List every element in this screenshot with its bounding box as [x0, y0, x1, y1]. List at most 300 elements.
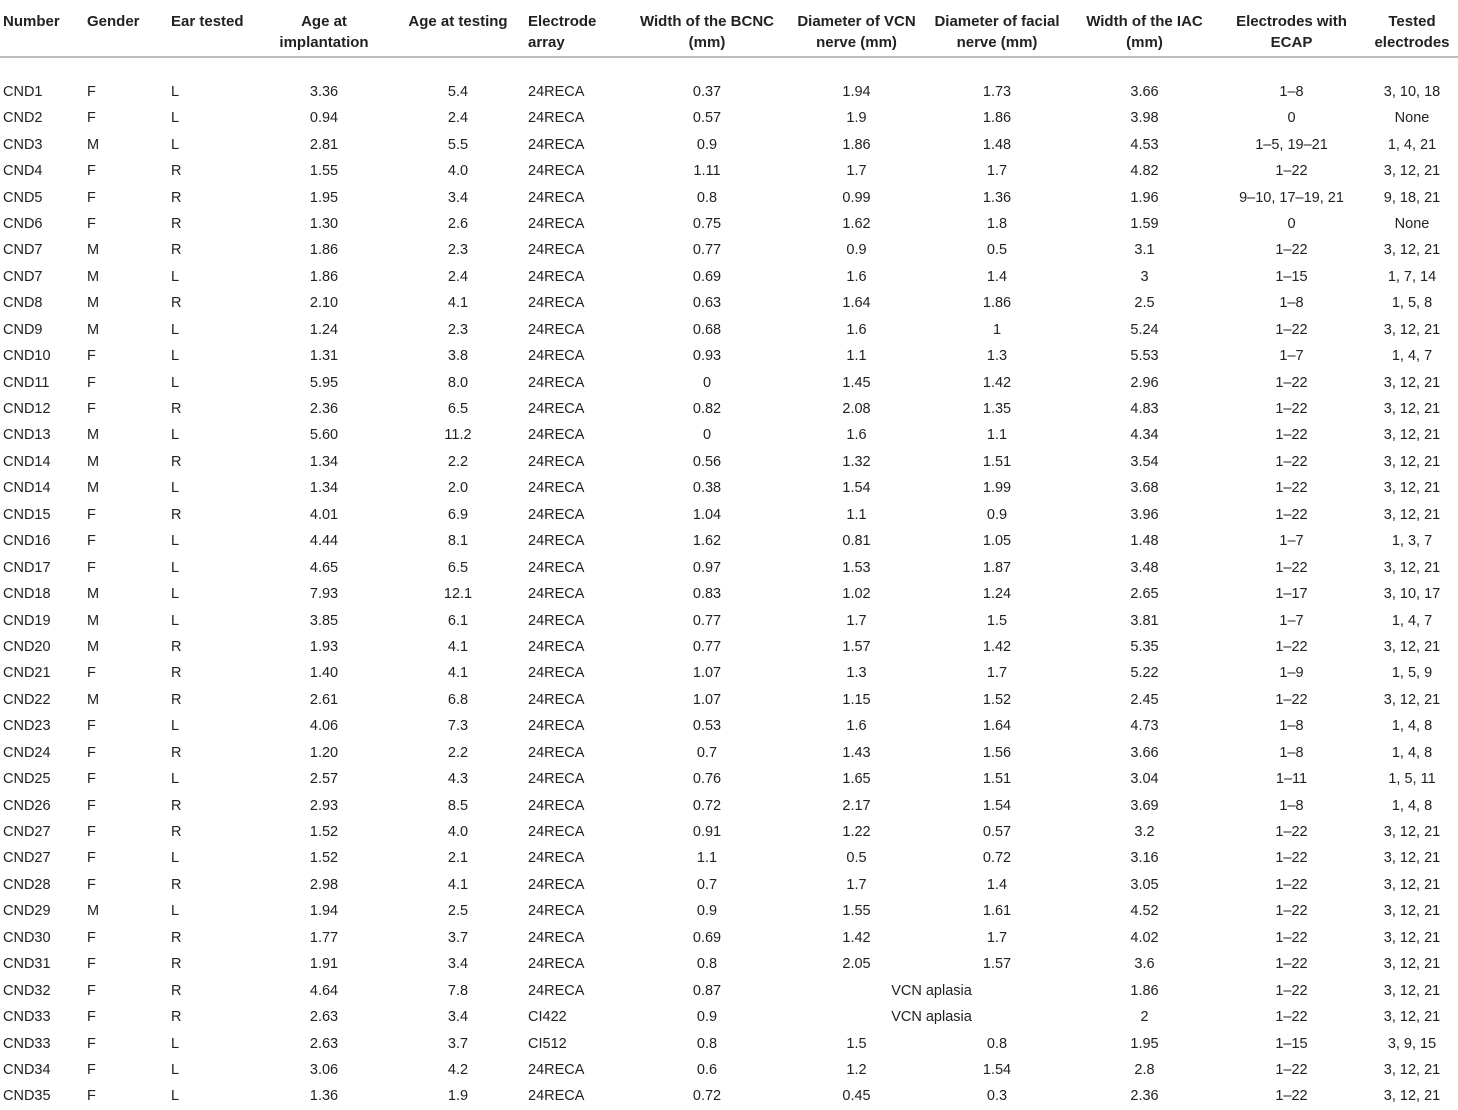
table-row: [0, 660, 1458, 686]
cell-age-implantation: 0.94: [309, 110, 339, 127]
cell-age-testing: 2.1: [447, 850, 469, 867]
table-row: [0, 290, 1458, 316]
cell-width-bcnc: 0.9: [696, 1009, 718, 1026]
cell-age-testing: 2.2: [447, 744, 469, 761]
cell-width-bcnc: 1.07: [692, 665, 722, 682]
cell-age-testing: 2.6: [447, 215, 469, 232]
cell-number: CND9: [3, 321, 43, 338]
cell-electrodes-ecap: 1–8: [1279, 295, 1304, 312]
cell-width-iac: 3.69: [1130, 797, 1159, 814]
cell-electrode-array: 24RECA: [528, 268, 585, 285]
cell-electrodes-ecap: 1–22: [1275, 824, 1308, 841]
cell-age-implantation: 2.57: [309, 771, 339, 788]
cell-width-iac: 1.96: [1130, 189, 1159, 206]
cell-gender: F: [87, 374, 96, 391]
cell-diameter-vcn: 1.6: [846, 321, 867, 338]
cell-diameter-vcn: 2.17: [842, 797, 871, 814]
cell-tested-electrodes: 1, 4, 7: [1391, 348, 1433, 365]
cell-gender: F: [87, 1061, 96, 1078]
cell-width-bcnc: 0: [702, 427, 712, 444]
cell-electrodes-ecap: 1–5, 19–21: [1255, 136, 1328, 153]
cell-age-implantation: 7.93: [309, 586, 339, 603]
cell-diameter-vcn: VCN aplasia: [891, 1009, 972, 1026]
cell-tested-electrodes: 3, 12, 21: [1383, 506, 1441, 523]
cell-age-implantation: 1.34: [309, 480, 339, 497]
cell-number: CND7: [3, 268, 43, 285]
cell-ear-tested: R: [171, 215, 182, 232]
cell-age-testing: 2.0: [447, 480, 469, 497]
cell-electrode-array: 24RECA: [528, 638, 585, 655]
cell-age-testing: 3.4: [447, 956, 469, 973]
cell-age-testing: 1.9: [447, 1088, 469, 1105]
cell-width-iac: 3.81: [1130, 612, 1159, 629]
cell-age-implantation: 1.86: [309, 242, 339, 259]
cell-electrodes-ecap: 1–7: [1279, 612, 1304, 629]
cell-electrodes-ecap: 1–8: [1279, 718, 1304, 735]
cell-electrodes-ecap: 9–10, 17–19, 21: [1239, 189, 1344, 206]
cell-ear-tested: L: [171, 348, 180, 365]
cell-diameter-vcn: VCN aplasia: [891, 982, 972, 999]
cell-tested-electrodes: 3, 12, 21: [1383, 163, 1441, 180]
cell-width-bcnc: 0.91: [692, 824, 722, 841]
cell-age-implantation: 1.52: [309, 824, 339, 841]
cell-ear-tested: R: [171, 189, 182, 206]
cell-width-iac: 3.96: [1130, 506, 1159, 523]
cell-tested-electrodes: 1, 5, 11: [1388, 771, 1436, 788]
cell-gender: F: [87, 744, 96, 761]
cell-electrodes-ecap: 1–22: [1275, 876, 1308, 893]
cell-diameter-facial: 1.5: [986, 612, 1008, 629]
cell-ear-tested: L: [171, 586, 180, 603]
cell-age-implantation: 4.64: [309, 982, 339, 999]
cell-ear-tested: L: [171, 771, 180, 788]
cell-diameter-vcn: 1.6: [846, 718, 867, 735]
cell-electrode-array: 24RECA: [528, 1088, 585, 1105]
cell-diameter-facial: 1.42: [982, 638, 1012, 655]
cell-tested-electrodes: 1, 5, 9: [1391, 665, 1433, 682]
cell-diameter-facial: 1.4: [986, 268, 1008, 285]
table-row: [0, 792, 1458, 818]
cell-diameter-vcn: 1.43: [842, 744, 871, 761]
cell-age-implantation: 2.10: [309, 295, 339, 312]
cell-electrode-array: 24RECA: [528, 929, 585, 946]
cell-age-implantation: 1.34: [309, 453, 339, 470]
cell-ear-tested: L: [171, 718, 180, 735]
cell-ear-tested: L: [171, 110, 180, 127]
cell-width-bcnc: 0.77: [692, 638, 722, 655]
cell-number: CND14: [3, 480, 51, 497]
cell-diameter-vcn: 1.02: [842, 586, 871, 603]
cell-tested-electrodes: 9, 18, 21: [1383, 189, 1441, 206]
cell-width-iac: 5.22: [1130, 665, 1159, 682]
table-row: [0, 131, 1458, 157]
cell-gender: M: [87, 480, 100, 497]
cell-diameter-facial: 0.57: [982, 824, 1012, 841]
cell-tested-electrodes: 3, 12, 21: [1383, 453, 1441, 470]
cell-width-iac: 4.34: [1130, 427, 1159, 444]
cell-diameter-vcn: 1.86: [842, 136, 871, 153]
cell-number: CND19: [3, 612, 51, 629]
cell-width-iac: 2.8: [1134, 1061, 1155, 1078]
cell-number: CND30: [3, 929, 51, 946]
cell-width-bcnc: 0.69: [692, 929, 722, 946]
cell-width-iac: 4.83: [1130, 401, 1159, 418]
table-row: [0, 1004, 1458, 1030]
header-ear-tested: Ear tested: [168, 0, 257, 57]
table-row: [0, 317, 1458, 343]
cell-number: CND32: [3, 982, 51, 999]
cell-diameter-facial: 0.5: [986, 242, 1008, 259]
cell-tested-electrodes: 3, 12, 21: [1383, 876, 1441, 893]
cell-electrode-array: 24RECA: [528, 744, 585, 761]
cell-number: CND11: [3, 374, 50, 391]
cell-age-testing: 5.4: [447, 84, 469, 100]
cell-tested-electrodes: 3, 12, 21: [1383, 242, 1441, 259]
cell-diameter-facial: 1.87: [982, 559, 1012, 576]
cell-number: CND24: [3, 744, 51, 761]
cell-number: CND18: [3, 586, 51, 603]
cell-age-testing: 4.3: [447, 771, 469, 788]
cell-tested-electrodes: 1, 4, 8: [1391, 797, 1433, 814]
cell-gender: F: [87, 506, 96, 523]
cell-age-implantation: 2.61: [309, 691, 339, 708]
cell-age-testing: 3.8: [447, 348, 469, 365]
cell-ear-tested: L: [171, 84, 180, 100]
header-tested-electrodes: Tested electrodes: [1366, 0, 1458, 57]
cell-age-testing: 6.5: [447, 559, 469, 576]
cell-width-iac: 4.02: [1130, 929, 1159, 946]
cell-diameter-facial: 1.36: [982, 189, 1012, 206]
cell-width-bcnc: 0.77: [692, 612, 722, 629]
cell-width-bcnc: 0.57: [692, 110, 722, 127]
cell-age-implantation: 1.94: [309, 903, 339, 920]
cell-diameter-vcn: 0.5: [846, 850, 867, 867]
cell-electrode-array: 24RECA: [528, 982, 585, 999]
cell-electrode-array: 24RECA: [528, 295, 585, 312]
cell-age-testing: 7.8: [447, 982, 469, 999]
cell-gender: M: [87, 136, 100, 153]
table-row: [0, 211, 1458, 237]
cell-age-implantation: 1.30: [309, 215, 339, 232]
cell-ear-tested: L: [171, 136, 180, 153]
cell-number: CND7: [3, 242, 43, 259]
cell-tested-electrodes: 3, 12, 21: [1383, 321, 1441, 338]
cell-width-bcnc: 0.87: [692, 982, 722, 999]
cell-tested-electrodes: None: [1394, 110, 1430, 127]
cell-diameter-facial: 1.64: [982, 718, 1012, 735]
cell-age-testing: 4.0: [447, 824, 469, 841]
cell-electrodes-ecap: 1–22: [1275, 903, 1308, 920]
cell-diameter-facial: 0.9: [986, 506, 1008, 523]
cell-ear-tested: L: [171, 1088, 180, 1105]
cell-number: CND6: [3, 215, 43, 232]
cell-width-bcnc: 1.62: [692, 533, 722, 550]
cell-diameter-vcn: 1.7: [846, 612, 867, 629]
cell-width-iac: 2.96: [1130, 374, 1159, 391]
cell-electrodes-ecap: 1–7: [1279, 348, 1304, 365]
table-row: [0, 607, 1458, 633]
cell-diameter-facial: 1.8: [986, 215, 1008, 232]
table-row: [0, 475, 1458, 501]
cell-age-testing: 4.1: [447, 638, 469, 655]
cell-ear-tested: R: [171, 638, 182, 655]
cell-electrodes-ecap: 1–22: [1275, 559, 1308, 576]
cell-diameter-facial: 1.3: [986, 348, 1008, 365]
cell-diameter-vcn: 2.08: [842, 401, 871, 418]
cell-age-testing: 2.3: [447, 321, 469, 338]
cell-electrodes-ecap: 1–22: [1275, 480, 1308, 497]
cell-diameter-vcn: 1.32: [842, 453, 871, 470]
cell-gender: F: [87, 929, 96, 946]
cell-electrode-array: 24RECA: [528, 1061, 585, 1078]
cell-ear-tested: R: [171, 401, 182, 418]
cell-ear-tested: L: [171, 374, 180, 391]
cell-tested-electrodes: 3, 12, 21: [1383, 1061, 1441, 1078]
cell-diameter-vcn: 1.62: [842, 215, 871, 232]
cell-number: CND13: [3, 427, 51, 444]
table-row: [0, 554, 1458, 580]
table-row: [0, 502, 1458, 528]
header-diameter-facial: Diameter of facial nerve (mm): [922, 0, 1072, 57]
cell-ear-tested: R: [171, 691, 182, 708]
cell-gender: F: [87, 533, 96, 550]
cell-ear-tested: R: [171, 824, 182, 841]
table-row: [0, 184, 1458, 210]
cell-diameter-vcn: 1.7: [846, 876, 867, 893]
cell-age-testing: 6.5: [447, 401, 469, 418]
cell-width-bcnc: 0.97: [692, 559, 722, 576]
cell-diameter-facial: 1.54: [982, 797, 1012, 814]
cell-age-implantation: 1.91: [309, 956, 339, 973]
cell-electrode-array: 24RECA: [528, 506, 585, 523]
table-row: [0, 528, 1458, 554]
cell-width-iac: 3.2: [1134, 824, 1155, 841]
cell-age-testing: 2.2: [447, 453, 469, 470]
cell-age-implantation: 1.77: [309, 929, 339, 946]
cell-ear-tested: R: [171, 665, 182, 682]
cell-ear-tested: R: [171, 506, 182, 523]
table-row: [0, 845, 1458, 871]
cell-number: CND2: [3, 110, 43, 127]
cell-ear-tested: R: [171, 1009, 182, 1026]
cell-width-iac: 3.98: [1130, 110, 1159, 127]
cell-diameter-vcn: 1.55: [842, 903, 871, 920]
cell-electrode-array: 24RECA: [528, 612, 585, 629]
cell-age-testing: 4.1: [447, 295, 469, 312]
cell-gender: F: [87, 163, 96, 180]
cell-width-bcnc: 0.7: [696, 876, 718, 893]
cell-width-bcnc: 0.9: [696, 136, 718, 153]
cell-gender: F: [87, 665, 96, 682]
cell-electrode-array: 24RECA: [528, 771, 585, 788]
cell-gender: M: [87, 321, 100, 338]
cell-age-implantation: 1.36: [309, 1088, 339, 1105]
cell-ear-tested: R: [171, 956, 182, 973]
cell-age-implantation: 1.31: [309, 348, 339, 365]
cell-ear-tested: R: [171, 744, 182, 761]
table-body: [0, 57, 1458, 1110]
cell-width-iac: 3.05: [1130, 876, 1159, 893]
cell-tested-electrodes: 3, 12, 21: [1383, 850, 1441, 867]
cell-ear-tested: L: [171, 903, 180, 920]
cell-gender: F: [87, 850, 96, 867]
table-row: [0, 396, 1458, 422]
table-row: [0, 634, 1458, 660]
cell-diameter-facial: 1.48: [982, 136, 1012, 153]
cell-width-bcnc: 0.77: [692, 242, 722, 259]
cell-age-implantation: 1.24: [309, 321, 339, 338]
cell-gender: F: [87, 797, 96, 814]
cell-width-bcnc: 0.83: [692, 586, 722, 603]
cell-electrode-array: 24RECA: [528, 797, 585, 814]
cell-electrodes-ecap: 1–9: [1279, 665, 1304, 682]
table-row: [0, 264, 1458, 290]
cell-age-implantation: 2.93: [309, 797, 339, 814]
cell-electrodes-ecap: 1–22: [1275, 1088, 1308, 1105]
cell-electrode-array: 24RECA: [528, 321, 585, 338]
cell-number: CND25: [3, 771, 51, 788]
cell-age-implantation: 2.63: [309, 1035, 339, 1052]
table-row: [0, 977, 1458, 1003]
cell-electrodes-ecap: 1–22: [1275, 929, 1308, 946]
cell-age-testing: 12.1: [443, 586, 473, 603]
cell-width-bcnc: 0.63: [692, 295, 722, 312]
cell-diameter-facial: 1.86: [982, 295, 1012, 312]
cell-diameter-facial: 0.72: [982, 850, 1012, 867]
cell-diameter-facial: 1.1: [986, 427, 1008, 444]
cell-number: CND3: [3, 136, 43, 153]
cell-ear-tested: R: [171, 242, 182, 259]
header-row: [0, 0, 1458, 57]
cell-tested-electrodes: 1, 4, 21: [1387, 136, 1437, 153]
cell-electrode-array: 24RECA: [528, 348, 585, 365]
cell-number: CND27: [3, 824, 51, 841]
header-electrode-array: Electrode array: [525, 0, 623, 57]
cell-width-bcnc: 1.11: [693, 163, 721, 180]
cell-gender: M: [87, 691, 100, 708]
table-row: [0, 422, 1458, 448]
cell-width-iac: 5.24: [1130, 321, 1159, 338]
cell-number: CND23: [3, 718, 51, 735]
cell-diameter-facial: 1: [992, 321, 1002, 338]
cell-age-testing: 3.7: [447, 929, 469, 946]
cell-number: CND1: [3, 84, 43, 100]
cell-diameter-vcn: 1.65: [842, 771, 871, 788]
cell-age-testing: 2.4: [447, 268, 469, 285]
cell-age-testing: 3.7: [447, 1035, 469, 1052]
cell-width-iac: 2: [1140, 1009, 1149, 1026]
cell-electrodes-ecap: 1–15: [1275, 1035, 1308, 1052]
header-width-iac: Width of the IAC (mm): [1072, 0, 1217, 57]
cell-width-bcnc: 0.9: [696, 903, 718, 920]
cell-gender: F: [87, 1035, 96, 1052]
cell-tested-electrodes: 1, 5, 8: [1391, 295, 1433, 312]
cell-age-testing: 8.5: [447, 797, 469, 814]
cell-age-implantation: 4.06: [309, 718, 339, 735]
cell-diameter-vcn: 1.22: [842, 824, 871, 841]
cell-diameter-vcn: 2.05: [842, 956, 871, 973]
cell-diameter-vcn: 1.5: [846, 1035, 867, 1052]
cell-electrode-array: 24RECA: [528, 850, 585, 867]
header-gender: Gender: [84, 0, 168, 57]
cell-diameter-facial: 1.05: [982, 533, 1012, 550]
cell-electrode-array: 24RECA: [528, 136, 585, 153]
cell-number: CND22: [3, 691, 51, 708]
cell-electrode-array: 24RECA: [528, 533, 585, 550]
cell-electrodes-ecap: 1–22: [1275, 956, 1308, 973]
cell-width-bcnc: 0.72: [692, 797, 722, 814]
cell-number: CND34: [3, 1061, 51, 1078]
cell-diameter-vcn: 1.64: [842, 295, 871, 312]
cell-gender: F: [87, 876, 96, 893]
cell-gender: F: [87, 189, 96, 206]
cell-age-implantation: 3.36: [309, 84, 339, 100]
cell-tested-electrodes: 1, 4, 8: [1391, 744, 1433, 761]
cell-width-iac: 5.35: [1130, 638, 1159, 655]
cell-ear-tested: L: [171, 612, 180, 629]
cell-number: CND35: [3, 1088, 51, 1105]
cell-ear-tested: L: [171, 268, 180, 285]
cell-electrode-array: 24RECA: [528, 163, 585, 180]
cell-diameter-facial: 1.86: [982, 110, 1012, 127]
cell-number: CND16: [3, 533, 51, 550]
cell-diameter-facial: 1.7: [986, 163, 1008, 180]
cell-electrode-array: 24RECA: [528, 586, 585, 603]
cell-age-testing: 3.4: [447, 1009, 469, 1026]
cell-ear-tested: L: [171, 480, 180, 497]
cell-diameter-vcn: 1.94: [842, 84, 871, 100]
cell-diameter-vcn: 1.3: [846, 665, 867, 682]
cell-width-bcnc: 0.37: [692, 84, 722, 100]
cell-tested-electrodes: 3, 12, 21: [1383, 374, 1441, 391]
cell-diameter-vcn: 1.45: [842, 374, 871, 391]
cell-width-iac: 4.53: [1130, 136, 1159, 153]
cell-width-bcnc: 0.68: [692, 321, 722, 338]
table-row: [0, 819, 1458, 845]
cell-electrodes-ecap: 1–17: [1275, 586, 1308, 603]
cell-gender: F: [87, 1009, 96, 1026]
cell-gender: F: [87, 1088, 96, 1105]
cell-age-implantation: 2.81: [309, 136, 339, 153]
cell-electrode-array: CI422: [528, 1009, 567, 1026]
cell-number: CND27: [3, 850, 51, 867]
cell-ear-tested: L: [171, 1061, 180, 1078]
cell-tested-electrodes: 3, 9, 15: [1387, 1035, 1437, 1052]
cell-age-implantation: 3.85: [309, 612, 339, 629]
cell-diameter-vcn: 1.1: [846, 348, 867, 365]
cell-tested-electrodes: 3, 12, 21: [1383, 691, 1441, 708]
cell-electrodes-ecap: 1–22: [1275, 1061, 1308, 1078]
cell-electrodes-ecap: 1–22: [1275, 453, 1308, 470]
cell-diameter-facial: 1.61: [982, 903, 1012, 920]
table-row: [0, 740, 1458, 766]
cell-age-testing: 6.9: [447, 506, 469, 523]
cell-diameter-facial: 1.24: [982, 586, 1012, 603]
cell-ear-tested: L: [171, 1035, 180, 1052]
header-electrodes-ecap: Electrodes with ECAP: [1217, 0, 1366, 57]
cell-age-testing: 2.5: [447, 903, 469, 920]
cell-age-implantation: 1.95: [309, 189, 339, 206]
cell-width-bcnc: 0: [702, 374, 712, 391]
cell-electrode-array: 24RECA: [528, 559, 585, 576]
cell-diameter-facial: 0.3: [986, 1088, 1008, 1105]
cell-gender: M: [87, 427, 100, 444]
cell-gender: F: [87, 215, 96, 232]
cell-electrodes-ecap: 1–22: [1275, 638, 1308, 655]
cell-width-iac: 3.66: [1130, 744, 1159, 761]
cell-diameter-facial: 1.56: [982, 744, 1012, 761]
cell-electrode-array: 24RECA: [528, 824, 585, 841]
